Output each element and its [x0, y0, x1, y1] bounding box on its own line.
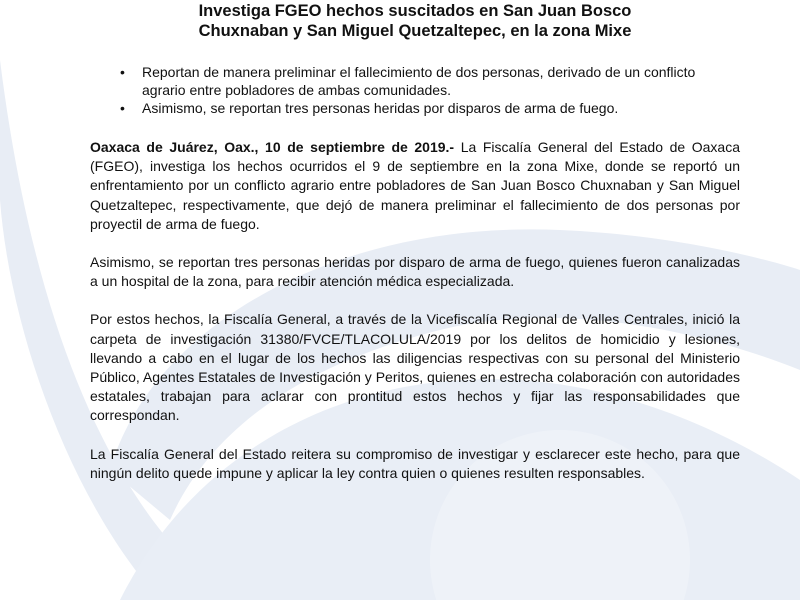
bullet-item — [122, 99, 740, 117]
paragraph-1 — [90, 138, 740, 234]
paragraph-1-body: La Fiscalía General del Estado de Oaxaca (FGEO), investiga los hechos ocurridos el 9 de septiembre en la zona Mixe, donde se reportó un enfrentamiento por un conflicto agrario entre pobladores de San Juan Bosco Chuxnaban y San Miguel Quetzaltepec, respectivamente, que dejó de manera preliminar el fallecimiento de dos personas por proyectil de arma de fuego. — [90, 139, 740, 232]
document-title — [90, 0, 740, 41]
paragraph-2: Asimismo, se reportan tres personas heridas por disparo de arma de fuego, quienes fueron canalizadas a un hospital de la zona, para recibir atención médica especializada. — [90, 254, 740, 290]
bullet-text: Reportan de manera preliminar el fallecimiento de dos personas, derivado de un conflicto agrario entre pobladores de ambas comunidades. — [142, 64, 696, 98]
paragraph-4: La Fiscalía General del Estado reitera su compromiso de investigar y esclarecer este hecho, para que ningún delito quede impune y aplicar la ley contra quien o quienes resulten responsables. — [90, 445, 740, 481]
document-body — [90, 0, 740, 483]
title-line-2: Chuxnaban y San Miguel Quetzaltepec, en la zona Mixe — [198, 22, 632, 40]
title-line-1: Investiga FGEO hechos suscitados en San Juan Bosco — [198, 2, 632, 20]
bullet-item — [122, 63, 740, 99]
bullet-icon: • — [120, 100, 125, 116]
bullet-icon: • — [120, 64, 125, 80]
bullet-text: Asimismo, se reportan tres personas heridas por disparos de arma de fuego. — [142, 100, 619, 116]
dateline: Oaxaca de Juárez, Oax., 10 de septiembre de 2019.- — [90, 139, 455, 155]
paragraph-3: Por estos hechos, la Fiscalía General, a través de la Vicefiscalía Regional de Valles Centrales, inició la carpeta de investigación 31380/FVCE/TLACOLULA/2019 por los delitos de homicidio y lesiones, llevando a cabo en el lugar de los hechos las diligencias respectivas con su personal del Ministerio Público, Agentes Estatales de Investigación y Peritos, quienes en estrecha colaboración con autoridades estatales, trabajan para aclarar con prontitud estos hechos y fijar las responsabilidades que correspondan. — [90, 311, 740, 424]
summary-bullets — [90, 63, 740, 117]
